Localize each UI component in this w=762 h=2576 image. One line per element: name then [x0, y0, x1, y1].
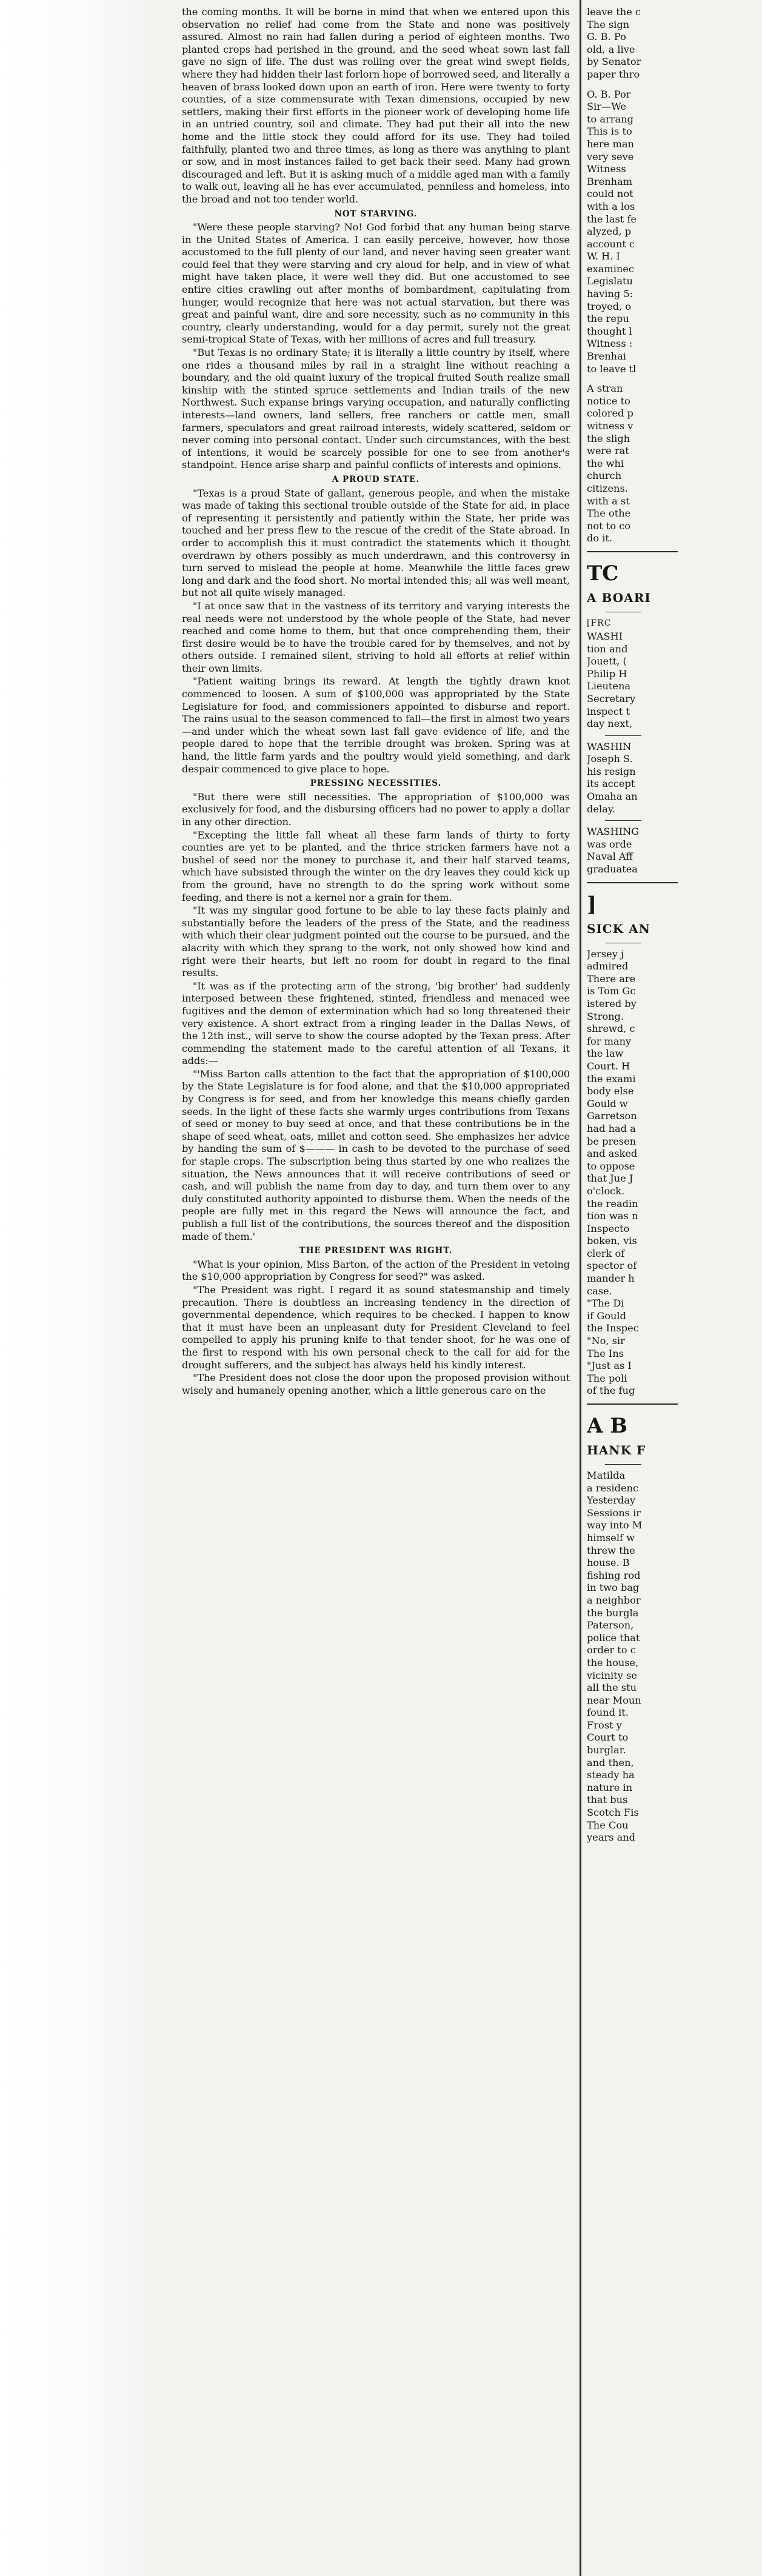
text-line-fragment: Matilda — [587, 1470, 626, 1481]
text-line-fragment: Omaha an — [587, 791, 638, 803]
text-line-fragment: The poli — [587, 1372, 627, 1384]
text-line-fragment: that Jue J — [587, 1173, 633, 1185]
text-line-fragment: notice to — [587, 395, 630, 407]
text-line-fragment: The othe — [587, 507, 631, 520]
text-line-fragment: "Just as I — [587, 1360, 632, 1372]
text-line-fragment: Naval Aff — [587, 851, 633, 863]
text-line-fragment: house. B — [587, 1557, 630, 1569]
text-line-fragment: Strong. — [587, 1010, 624, 1022]
text-line-fragment: had had a — [587, 1122, 636, 1134]
divider-rule — [605, 735, 641, 736]
article-paragraph: "I at once saw that in the vastness of its territory and varying interests the real needs were not understood by the whole people of the State, had never reached and come home to them, but that once comprehending them, their first desire would be to have the trouble cared for by themselves, and not by others outside. I remained silent, striving to hold all efforts at relief within their own limits. — [182, 600, 570, 674]
text-line-fragment: not to co — [587, 520, 631, 532]
text-line-fragment: do it. — [587, 532, 613, 544]
article-paragraph: "The President was right. I regard it as sound statesmanship and timely precaution. There is doubtless an increasing tendency in the direction of governmental dependence, which requires to be checked. I happen to know that it must have been an unpleasant duty for President Cleveland to feel compelled to apply his pruning knife to that tender shoot, for he was one of the first to respond with his own personal check to the call for aid for the drought sufferers, and the subject has always held his kindly interest. — [182, 1283, 570, 1371]
text-line-fragment: This is to — [587, 125, 632, 138]
text-line-fragment: to oppose — [587, 1160, 635, 1172]
text-line-fragment: a residenc — [587, 1482, 639, 1494]
headline-fragment: HANK F — [587, 1443, 646, 1457]
headline-fragment: TC — [587, 561, 619, 586]
text-line-fragment: burglar. — [587, 1744, 626, 1756]
article-paragraph: "The President does not close the door upon the proposed provision without wisely and humanely opening another, which a little generous care on the — [182, 1372, 570, 1396]
text-line-fragment: of the fug — [587, 1385, 635, 1397]
text-line-fragment: Witness : — [587, 338, 633, 350]
text-line-fragment: Jouett, ( — [587, 655, 627, 667]
text-line-fragment: inspect t — [587, 705, 630, 717]
headline-fragment: SICK AN — [587, 921, 650, 936]
text-line-fragment: nature in — [587, 1781, 633, 1793]
spacer — [587, 81, 762, 89]
text-line-fragment: colored p — [587, 407, 633, 420]
text-line-fragment: G. B. Po — [587, 31, 626, 43]
text-line-fragment: mander h — [587, 1273, 635, 1285]
text-line-fragment: examinec — [587, 263, 634, 275]
text-line-fragment: and asked — [587, 1148, 638, 1160]
column-rule — [580, 0, 581, 2576]
text-line-fragment: leave the c — [587, 6, 641, 18]
text-line-fragment: Paterson, — [587, 1619, 634, 1631]
text-line-fragment: spector of — [587, 1260, 637, 1272]
text-line-fragment: day next, — [587, 718, 633, 730]
text-line-fragment: with a st — [587, 495, 630, 507]
text-line-fragment: "The Di — [587, 1297, 624, 1310]
left-margin — [0, 0, 145, 2576]
text-line-fragment: clerk of — [587, 1247, 625, 1259]
text-line-fragment: church — [587, 470, 622, 482]
text-line-fragment: the sligh — [587, 432, 630, 444]
text-line-fragment: very seve — [587, 150, 634, 162]
text-line-fragment: could not — [587, 188, 633, 200]
text-line-fragment: troyed, o — [587, 300, 632, 312]
section-subhead: PRESSING NECESSITIES. — [310, 778, 442, 789]
text-line-fragment: admired — [587, 960, 629, 972]
text-line-fragment: WASHI — [587, 630, 623, 642]
text-line-fragment: order to c — [587, 1644, 636, 1656]
text-line-fragment: his resign — [587, 765, 636, 777]
text-line-fragment: The sign — [587, 18, 630, 30]
text-line-fragment: Joseph S. — [587, 753, 633, 765]
text-line-fragment: Frost y — [587, 1719, 622, 1731]
text-line-fragment: Jersey j — [587, 948, 624, 960]
article-paragraph: "But Texas is no ordinary State; it is literally a little country by itself, where one rides a thousand miles by rail in a straight line without reaching a boundary, and the old quaint luxury of the tropical fruited South realize small kinship with the stinted spruce settlements and Indian trails of the new Northwest. Such expanse brings varying occupation, and naturally conflicting interests—land owners, land sellers, free ranchers or cattle men, small farmers, speculators and great railroad interests, widely scattered, seldom or never coming into personal contact. Under such circumstances, with the best of intentions, it would be scarcely possible for one to see from another's standpoint. Hence arise sharp and painful conflicts of interests and opinions. — [182, 347, 570, 471]
text-line-fragment: Witness — [587, 163, 626, 175]
text-line-fragment: found it. — [587, 1707, 629, 1719]
divider-rule — [587, 551, 678, 552]
divider-rule — [587, 882, 678, 883]
article-paragraph: "'Miss Barton calls attention to the fact that the appropriation of $100,000 by the State Legislature is for food alone, and that the $10,000 appropriated by Congress is for seed, and from her knowledge this means chiefly garden seeds. In the light of these facts she warmly urges contributions from Texans of seed or money to buy seed at once, and that these contributions be in the shape of seed wheat, oats, millet and cotton seed. She emphasizes her advice by handing the sum of $——— in cash to be devoted to the purchase of seed for staple crops. The subscription being thus started by one who realizes the situation, the News announces that it will receive contributions of seed or cash, and will publish the name from day to day, and turn them over to any duly constituted authority appointed to disburse them. When the needs of the people are fully met in this regard the News will announce the fact, and publish a full list of the contributions, the sources thereof and the disposition made of them.' — [182, 1068, 570, 1242]
text-line-fragment: by Senator — [587, 56, 641, 68]
text-line-fragment: the last fe — [587, 213, 637, 225]
article-paragraph: "It was as if the protecting arm of the strong, 'big brother' had suddenly interposed between these frightened, stinted, friendless and menaced wee fugitives and the demon of extermination which had so long threatened their very existence. A short extract from a ringing leader in the Dallas News, of the 12th inst., will serve to show the course adopted by the Texan press. After commending the statement made to the careful attention of all Texans, it adds:— — [182, 980, 570, 1067]
text-line-fragment: Brenhai — [587, 350, 626, 363]
text-line-fragment: Court to — [587, 1731, 629, 1744]
text-line-fragment: near Moun — [587, 1694, 641, 1706]
text-line-fragment: that bus — [587, 1794, 628, 1806]
text-line-fragment: the burgla — [587, 1607, 639, 1619]
text-line-fragment: Garretson — [587, 1110, 637, 1122]
article-paragraph: "Excepting the little fall wheat all these farm lands of thirty to forty counties are yet to be planted, and the thrice stricken farmers have not a bushel of seed nor the money to purchase it, and their half starved teams, which have subsisted through the winter on the dry leaves they could kick up from the ground, have no strength to do the spring work without some feeding, and there is not a kernel nor a grain for them. — [182, 829, 570, 903]
text-line-fragment: body else — [587, 1085, 634, 1097]
text-line-fragment: is Tom Gc — [587, 985, 636, 997]
text-line-fragment: citizens. — [587, 482, 628, 494]
article-paragraph: "What is your opinion, Miss Barton, of the action of the President in vetoing the $10,000 appropriation by Congress for seed?" was asked. — [182, 1258, 570, 1283]
text-line-fragment: case. — [587, 1285, 612, 1297]
headline-fragment: A BOARI — [587, 590, 651, 605]
article-paragraph: "It was my singular good fortune to be able to lay these facts plainly and substantially before the leaders of the press of the State, and the readiness with which their clear judgment pointed out the course to be pursued, and the alacrity with which they sprang to the work, not only showed how kind and right were their hearts, but left no room for doubt in regard to the final results. — [182, 905, 570, 979]
text-line-fragment: The Ins — [587, 1347, 624, 1359]
text-line-fragment: was orde — [587, 838, 632, 850]
text-line-fragment: Sir—We — [587, 101, 627, 113]
article-paragraph: "But there were still necessities. The appropriation of $100,000 was exclusively for food, and the disbursing officers had no power to apply a dollar in any other direction. — [182, 791, 570, 828]
text-line-fragment: o'clock. — [587, 1185, 625, 1197]
text-line-fragment: Scotch Fis — [587, 1807, 639, 1819]
text-line-fragment: paper thro — [587, 68, 640, 80]
article-paragraph: "Patient waiting brings its reward. At length the tightly drawn knot commenced to loosen. A sum of $100,000 was appropriated by the State Legislature for food, and commissioners appointed to disburse and report. The rains usual to the season commenced to fall—the first in almost two years—and under which the wheat sown last fall gave evidence of life, and the people dared to hope that the terrible drought was broken. Spring was at hand, the little farm yards and the poultry would yield something, and dark despair commenced to give place to hope. — [182, 675, 570, 775]
divider-rule — [605, 820, 641, 821]
text-line-fragment: the law — [587, 1048, 624, 1060]
text-line-fragment: There are — [587, 972, 636, 985]
text-line-fragment: witness v — [587, 420, 633, 432]
spacer — [587, 375, 762, 383]
text-line-fragment: graduatea — [587, 863, 638, 875]
text-line-fragment: in two bag — [587, 1582, 640, 1594]
text-line-fragment: Yesterday — [587, 1494, 636, 1507]
text-line-fragment: "No, sir — [587, 1335, 625, 1347]
divider-rule — [587, 1403, 678, 1405]
text-line-fragment: having 5: — [587, 288, 633, 300]
article-paragraph: "Were these people starving? No! God forbid that any human being starve in the United States of America. I can easily perceive, however, how those accustomed to the full plenty of our land, and never having seen greater want could feel that they were starving and cry aloud for help, and in view of what might have taken place, it were well they did. But one accustomed to see entire cities crawling out after months of bombardment, capitulating from hunger, would recognize that here was not actual starvation, but there was great and painful want, dire and sore necessity, such as no community in this country, clearly understanding, would for a day permit, surely not the great semi-tropical State of Texas, with her millions of acres and full treasury. — [182, 221, 570, 346]
text-line-fragment: Legislatu — [587, 275, 633, 287]
text-line-fragment: O. B. Por — [587, 88, 631, 100]
text-line-fragment: Inspecto — [587, 1222, 630, 1234]
section-subhead: A PROUD STATE. — [332, 474, 420, 484]
text-line-fragment: Philip H — [587, 667, 627, 680]
headline-fragment: [FRC — [587, 618, 612, 628]
text-line-fragment: and then, — [587, 1756, 634, 1768]
text-line-fragment: WASHIN — [587, 740, 632, 752]
text-line-fragment: W. H. I — [587, 250, 620, 263]
text-line-fragment: the exami — [587, 1072, 636, 1085]
text-line-fragment: to leave tl — [587, 363, 637, 375]
text-line-fragment: himself w — [587, 1531, 635, 1544]
text-line-fragment: vicinity se — [587, 1669, 637, 1681]
text-line-fragment: with a los — [587, 200, 635, 212]
text-line-fragment: tion and — [587, 643, 628, 655]
headline-fragment: A B — [587, 1414, 627, 1438]
text-line-fragment: old, a live — [587, 43, 635, 55]
text-line-fragment: were rat — [587, 445, 629, 457]
text-line-fragment: threw the — [587, 1544, 635, 1556]
text-line-fragment: Court. H — [587, 1060, 630, 1072]
adjacent-column-fragment — [587, 6, 762, 1844]
text-line-fragment: the Inspec — [587, 1322, 639, 1334]
text-line-fragment: the readin — [587, 1197, 638, 1209]
text-line-fragment: the whi — [587, 457, 624, 469]
text-line-fragment: a neighbor — [587, 1594, 641, 1606]
text-line-fragment: shrewd, c — [587, 1023, 635, 1035]
text-line-fragment: here man — [587, 138, 634, 150]
text-line-fragment: the house, — [587, 1656, 639, 1668]
text-line-fragment: A stran — [587, 383, 623, 395]
section-subhead: THE PRESIDENT WAS RIGHT. — [299, 1246, 453, 1256]
text-line-fragment: Secretary — [587, 692, 636, 704]
text-line-fragment: way into M — [587, 1519, 643, 1531]
text-line-fragment: WASHING — [587, 826, 640, 838]
text-line-fragment: thought l — [587, 325, 632, 337]
text-line-fragment: for many — [587, 1035, 632, 1047]
text-line-fragment: account c — [587, 238, 635, 250]
article-column — [182, 6, 570, 1397]
text-line-fragment: the repu — [587, 313, 629, 325]
text-line-fragment: police that — [587, 1631, 640, 1644]
section-subhead: NOT STARVING. — [334, 209, 418, 219]
text-line-fragment: Brenham — [587, 175, 633, 187]
text-line-fragment: all the stu — [587, 1682, 637, 1694]
text-line-fragment: tion was n — [587, 1210, 638, 1222]
text-line-fragment: Gould w — [587, 1097, 628, 1109]
text-line-fragment: The Cou — [587, 1819, 629, 1831]
text-line-fragment: be presen — [587, 1135, 637, 1147]
text-line-fragment: to arrang — [587, 113, 633, 125]
text-line-fragment: Lieutena — [587, 680, 631, 692]
text-line-fragment: Sessions ir — [587, 1507, 641, 1519]
text-line-fragment: its accept — [587, 778, 635, 790]
article-paragraph: "Texas is a proud State of gallant, generous people, and when the mistake was made of taking this sectional trouble outside of the State for aid, in place of representing it persistently and patiently within the State, her pride was touched and her press flew to the rescue of the credit of the State abroad. In order to accomplish this it must contradict the statements which it thought overdrawn by others possibly as much underdrawn, and this controversy in turn served to mislead the people at home. Meanwhile the little faces grew long and dark and the food short. No mortal intended this; all was well meant, but not all quite wisely managed. — [182, 487, 570, 599]
headline-fragment: ] — [587, 892, 597, 917]
article-paragraph: the coming months. It will be borne in mind that when we entered upon this observation no relief had come from the State and none was positively assured. Almost no rain had fallen during a period of eighteen months. Two planted crops had perished in the ground, and the seed wheat sown last fall gave no sign of life. The dust was rolling over the great wind swept fields, where they had hidden their last forlorn hope of borrowed seed, and literally a heaven of brass looked down upon an earth of iron. Here were twenty to forty counties, of a size commensurate with Texan dimensions, occupied by new settlers, making their first efforts in the pioneer work of developing home life in an untried country, soil and climate. They had put their all into the new home and the little stock they could afford for its use. They had toiled faithfully, planted two and three times, as long as there was anything to plant or sow, and in most instances failed to get back their seed. Many had grown discouraged and left. But it is asking much of a middle aged man with a family to walk out, leaving all he has ever accumulated, penniless and homeless, into the broad and not too tender world. — [182, 6, 570, 205]
text-line-fragment: if Gould — [587, 1310, 626, 1322]
text-line-fragment: years and — [587, 1832, 636, 1844]
text-line-fragment: fishing rod — [587, 1569, 641, 1581]
text-line-fragment: boken, vis — [587, 1235, 637, 1247]
text-line-fragment: alyzed, p — [587, 226, 632, 238]
text-line-fragment: steady ha — [587, 1769, 635, 1781]
text-line-fragment: delay. — [587, 803, 615, 815]
divider-rule — [605, 1464, 641, 1465]
text-line-fragment: istered by — [587, 998, 637, 1009]
